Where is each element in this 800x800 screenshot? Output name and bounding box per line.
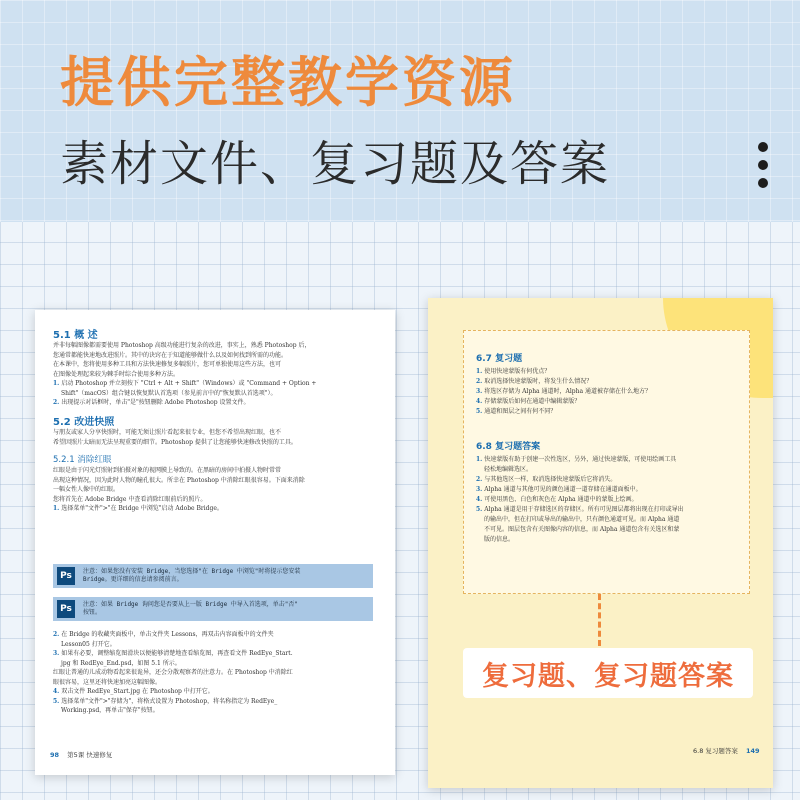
note-line: 按钮。 — [83, 609, 102, 616]
note-line: 注意：如果 Bridge 询问您是否要从上一版 Bridge 中导入首选项，单击"否" — [83, 600, 299, 608]
answer-item — [476, 535, 744, 545]
step-line — [53, 379, 383, 389]
dashed-connector — [598, 594, 601, 646]
step-text: 红眼让普通的儿成动物看起来很诡异，还会分散观察者的注意力。在 Photoshop 中消除红 — [53, 669, 293, 676]
answers-list — [476, 455, 744, 545]
note-line: 注意：如果您没有安装 Bridge，当您选择"在 Bridge 中浏览"时将提示您安装 — [83, 567, 301, 575]
item-number: 2. — [476, 378, 483, 385]
step-line — [53, 687, 383, 697]
text-line: 您通常都能快速地改进照片。其中的诀窍在于知道能够做什么以及如何找到所需的功能。 — [53, 351, 288, 359]
item-number: 5. — [476, 408, 483, 415]
text-line: 在图像处理起来较为棘手时综合使用多种方法。 — [53, 370, 180, 378]
item-number: 5. — [476, 506, 483, 513]
section-label: 6.8 复习题答案 — [693, 747, 738, 755]
lesson-label: 第5课 快速修复 — [67, 751, 113, 759]
item-text: 不可见。图层包含有关图像内容的信息，而 Alpha 通道包含有关选区和蒙 — [484, 526, 680, 533]
item-number: 2. — [476, 476, 483, 483]
text-line: 您将首先在 Adobe Bridge 中查看消除红眼前后的照片。 — [53, 495, 207, 503]
answer-item — [476, 485, 744, 495]
note-line: Bridge。更详细的信息请参阅前言。 — [83, 576, 183, 583]
step-line — [53, 659, 383, 669]
headline: 提供完整教学资源 — [60, 51, 516, 114]
step-text: 选择菜单"文件">"存储为"，将格式设置为 Photoshop，将名称指定为 RedEye_ — [61, 697, 278, 705]
step-text: Working.psd，再单击"保存"按钮。 — [61, 707, 159, 714]
page-number: 98 — [50, 751, 60, 759]
review-heading: 6.7 复习题 — [476, 354, 523, 364]
step-line — [53, 678, 383, 688]
left-page-footer — [50, 750, 112, 759]
step-text: 出现提示对话框时，单击"是"按钮删除 Adobe Photoshop 设置文件。 — [61, 399, 250, 406]
step-number: 2. — [53, 631, 60, 638]
text-line: 出现这种情况，因为此时人物的瞳孔很大。所幸在 Photoshop 中消除红眼很容易。下面来消除 — [53, 476, 305, 484]
photoshop-icon: Ps — [57, 600, 75, 618]
answers-heading: 6.8 复习题答案 — [476, 442, 541, 452]
step-line — [53, 706, 383, 716]
item-text: 快速蒙版有助于创建一次性选区，另外，通过快速蒙版，可使用绘画工具 — [484, 456, 677, 463]
step-text: Lesson05 打开它。 — [61, 640, 116, 648]
answer-item — [476, 505, 744, 515]
redeye-paragraph — [53, 466, 383, 514]
note-text — [83, 601, 298, 618]
step-number: 1. — [53, 380, 60, 387]
question-item — [476, 367, 741, 377]
step-number: 4. — [53, 688, 60, 695]
steps-paragraph — [53, 630, 383, 716]
answer-item — [476, 455, 744, 465]
subsection-heading-redeye: 5.2.1 消除红眼 — [53, 455, 112, 465]
step-number: 2. — [53, 399, 60, 406]
item-text: 版的信息。 — [484, 536, 515, 543]
item-number: 4. — [476, 496, 483, 503]
review-box — [463, 330, 750, 594]
callout-banner: 复习题、复习题答案 — [463, 648, 753, 698]
step-line — [53, 649, 383, 659]
step-text: 在 Bridge 的收藏夹面板中，单击文件夹 Lessons，再双击内容面板中的文件夹 — [61, 631, 274, 638]
text-line: 并非每幅图像都需要使用 Photoshop 高级功能进行复杂的改进，事实上，熟悉 Photoshop 后， — [53, 342, 311, 349]
step-line — [53, 640, 383, 650]
item-text: Alpha 通道与其他可见的颜色通道一道存储在通道面板中。 — [484, 486, 642, 493]
item-number: 4. — [476, 398, 483, 405]
right-page-footer — [693, 746, 760, 755]
item-number: 1. — [476, 456, 483, 463]
left-book-page — [35, 310, 395, 775]
step-text: 启动 Photoshop 并立刻按下 "Ctrl + Alt + Shift"（Windows）或 "Command + Option + — [61, 380, 317, 387]
overview-paragraph — [53, 341, 383, 408]
note-box-install-bridge — [53, 564, 373, 588]
item-number: 1. — [476, 368, 483, 375]
step-text: Shift"（macOS）组合键以恢复默认首选项（参见前言中的"恢复默认首选项"）。 — [61, 389, 277, 397]
text-line: 红眼是由于闪光灯照射到拍摄对象的视网膜上导致的。在黑暗的房间中拍摄人物时常常 — [53, 467, 282, 474]
step-number: 1. — [53, 505, 60, 512]
step-text: 眼很容易，这里还将快速加亮这幅图像。 — [53, 678, 162, 686]
step-line — [53, 504, 383, 514]
answer-item — [476, 515, 744, 525]
fix-paragraph — [53, 428, 383, 447]
item-text: 通道和图层之间有何不同？ — [484, 408, 557, 415]
text-line: 与朋友或家人分享快照时，可能无须让照片看起来很专业，但您不希望出现红眼，也不 — [53, 429, 282, 436]
answer-item — [476, 465, 744, 475]
item-number: 3. — [476, 486, 483, 493]
question-item — [476, 377, 741, 387]
item-text: 使用快速蒙版有何优点？ — [484, 368, 551, 375]
step-text: jpg 和 RedEye_End.psd，如图 5.1 所示。 — [61, 659, 181, 667]
step-number: 5. — [53, 697, 60, 705]
question-item — [476, 387, 741, 397]
text-line: 在本课中，您将使用多种工具和方法快速修复多幅照片，您可单独使用这些方法，也可 — [53, 361, 282, 368]
item-text: 的输出中，但在打印或导出的输出中，只有颜色通道可见。而 Alpha 通道 — [484, 516, 680, 523]
note-box-import-prefs — [53, 597, 373, 621]
step-line — [53, 398, 383, 408]
step-text: 选择菜单"文件">"在 Bridge 中浏览"启动 Adobe Bridge。 — [61, 505, 223, 512]
answer-item — [476, 495, 744, 505]
step-line — [53, 697, 383, 707]
review-questions — [476, 367, 741, 417]
question-item — [476, 407, 741, 417]
item-text: 取消选择快速蒙版时，将发生什么情况？ — [484, 378, 593, 385]
item-number: 3. — [476, 388, 483, 395]
item-text: Alpha 通道是用于存储选区的存储区。所有可见图层都将出现在打印或导出 — [484, 506, 684, 513]
photoshop-icon: Ps — [57, 567, 75, 585]
step-line — [53, 389, 383, 399]
item-text: 可使用黑色、白色和灰色在 Alpha 通道中的蒙版上绘画。 — [484, 496, 638, 503]
text-line: 希望因照片太暗而无法呈现重要的细节。Photoshop 提供了让您能够快速修改快照的工具。 — [53, 438, 297, 446]
step-line — [53, 630, 383, 640]
subheadline: 素材文件、复习题及答案 — [60, 136, 611, 192]
step-text: 如果有必要，调整缩览图滑块以便能够清楚地查看缩览图，再查看文件 RedEye_Start. — [61, 650, 293, 657]
right-book-page — [428, 298, 773, 788]
section-heading-overview: 5.1 概 述 — [53, 330, 98, 341]
page-number: 149 — [745, 747, 760, 755]
step-number: 3. — [53, 650, 60, 657]
step-text: 双击文件 RedEye_Start.jpg 在 Photoshop 中打开它。 — [61, 688, 214, 695]
text-line: 一幅女性人像中的红眼。 — [53, 486, 120, 493]
item-text: 轻松地编辑选区。 — [484, 466, 533, 473]
section-heading-fix: 5.2 改进快照 — [53, 417, 115, 428]
item-text: 存储蒙版后如何在通道中编辑蒙版？ — [484, 398, 581, 405]
more-options-icon[interactable] — [755, 142, 771, 188]
note-text — [83, 568, 300, 585]
answer-item — [476, 475, 744, 485]
item-text: 与其他选区一样，取消选择快速蒙版后它将消失。 — [484, 476, 617, 483]
answer-item — [476, 525, 744, 535]
question-item — [476, 397, 741, 407]
step-line — [53, 668, 383, 678]
item-text: 将选区存储为 Alpha 通道时，Alpha 通道被存储在什么地方？ — [484, 388, 651, 395]
